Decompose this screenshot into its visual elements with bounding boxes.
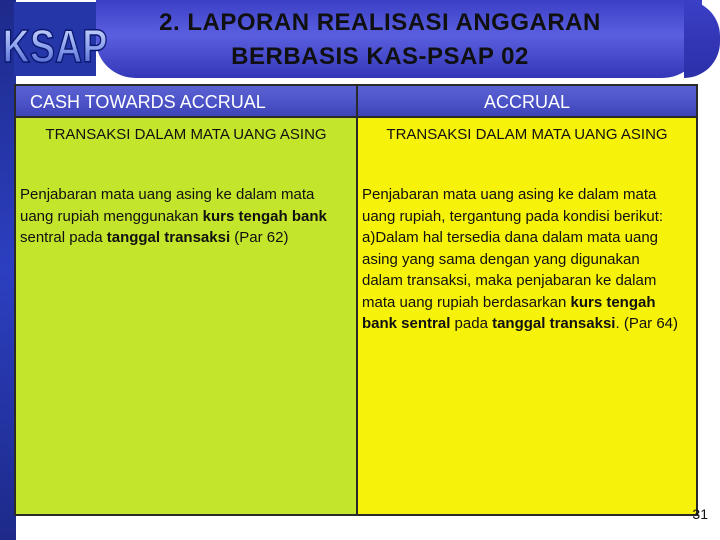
page-number: 31	[692, 506, 708, 522]
logo-text: KSAP	[2, 20, 108, 72]
accrual-column	[358, 86, 696, 514]
column-header-left: CASH TOWARDS ACCRUAL	[16, 86, 356, 118]
title-line-2: BERBASIS KAS-PSAP 02	[231, 43, 529, 70]
body-right: Penjabaran mata uang asing ke dalam mata uang rupiah, tergantung pada kondisi berikut: a)Dalam hal tersedia dana dalam mata uang asing yang sama dengan yang digunakan dalam transaksi, maka penjabaran ke dalam mata uang rupiah berdasarkan kurs tengah bank sentral pada tanggal transaksi. (Par 64)	[362, 186, 679, 332]
cash-towards-accrual-column	[16, 86, 358, 514]
ksap-logo	[2, 2, 108, 76]
title-line-1: 2. LAPORAN REALISASI ANGGARAN	[159, 9, 601, 36]
body-left: Penjabaran mata uang asing ke dalam mata uang rupiah menggunakan kurs tengah bank sentral pada tanggal transaksi (Par 62)	[20, 186, 327, 246]
subheader-right: TRANSAKSI DALAM MATA UANG ASING	[386, 126, 668, 143]
subheader-left: TRANSAKSI DALAM MATA UANG ASING	[45, 126, 327, 143]
comparison-table	[14, 84, 698, 516]
column-header-right: ACCRUAL	[358, 86, 696, 118]
page-title	[100, 6, 660, 74]
